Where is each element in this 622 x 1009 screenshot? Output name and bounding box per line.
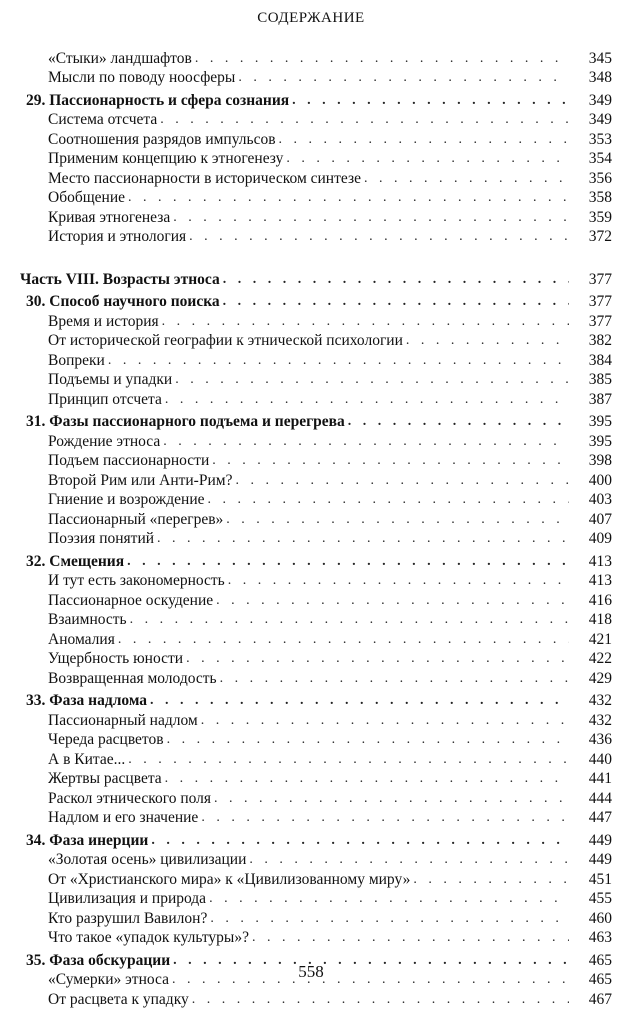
toc-entry[interactable]: Принцип отсчета . . . 387 — [0, 389, 622, 409]
toc-entry[interactable]: Соотношения разрядов импульсов . . . 353 — [0, 129, 622, 149]
toc-entry[interactable]: Время и история . . . 377 — [0, 311, 622, 331]
toc-entry[interactable]: От расцвета к упадку . . . 467 — [0, 989, 622, 1009]
toc-entry[interactable]: «Золотая осень» цивилизации . . . 449 — [0, 850, 622, 870]
toc-entry[interactable]: Аномалия . . . 421 — [0, 629, 622, 649]
toc-entry[interactable]: Пассионарный «перегрев» . . . 407 — [0, 509, 622, 529]
leader-dots — [238, 68, 569, 87]
toc-part-8[interactable]: Часть VIII. Возрасты этноса . . . 377 — [0, 269, 622, 289]
toc-chapter-33[interactable]: 33. Фаза надлома . . . 432 — [0, 691, 622, 711]
toc-entry[interactable]: Поэзия понятий . . . 409 — [0, 529, 622, 549]
leader-dots — [292, 91, 569, 110]
toc-entry[interactable]: Надлом и его значение . . . 447 — [0, 808, 622, 828]
toc-entry[interactable]: Мысли по поводу ноосферы . . . 348 — [0, 68, 622, 88]
toc-entry[interactable]: История и этнология . . . 372 — [0, 227, 622, 247]
toc-entry[interactable]: Пассионарное оскудение . . . 416 — [0, 590, 622, 610]
toc-entry[interactable]: Второй Рим или Анти-Рим? . . . 400 — [0, 470, 622, 490]
toc-entry[interactable]: Возвращенная молодость . . . 429 — [0, 668, 622, 688]
toc-entry[interactable]: Обобщение . . . 358 — [0, 188, 622, 208]
toc-entry[interactable]: От исторической географии к этнической психологии . . . 382 — [0, 331, 622, 351]
toc-entry[interactable]: Вопреки . . . 384 — [0, 350, 622, 370]
toc-entry[interactable]: «Сумерки» этноса . . . 465 — [0, 970, 622, 990]
toc-entry[interactable]: Кто разрушил Вавилон? . . . 460 — [0, 908, 622, 928]
toc-entry[interactable]: Система отсчета . . . 349 — [0, 110, 622, 130]
toc-entry[interactable]: Жертвы расцвета . . . 441 — [0, 769, 622, 789]
toc-entry[interactable]: Взаимность . . . 418 — [0, 610, 622, 630]
toc-entry[interactable]: Раскол этнического поля . . . 444 — [0, 788, 622, 808]
page-header: СОДЕРЖАНИЕ — [257, 10, 365, 26]
toc-entry[interactable]: «Стыки» ландшафтов . . . 345 — [0, 48, 622, 68]
leader-dots — [195, 49, 569, 68]
toc-entry[interactable]: Кривая этногенеза . . . 359 — [0, 207, 622, 227]
toc-entry[interactable]: Гниение и возрождение . . . 403 — [0, 490, 622, 510]
toc-entry[interactable]: Применим концепцию к этногенезу . . . 354 — [0, 149, 622, 169]
toc-chapter-35[interactable]: 35. Фаза обскурации . . . 465 — [0, 950, 622, 970]
toc-chapter-32[interactable]: 32. Смещения . . . 413 — [0, 551, 622, 571]
toc-entry[interactable]: Цивилизация и природа . . . 455 — [0, 889, 622, 909]
toc-chapter-31[interactable]: 31. Фазы пассионарного подъема и перегрева . . . 395 — [0, 412, 622, 432]
table-of-contents — [0, 48, 622, 1009]
toc-entry[interactable]: И тут есть закономерность . . . 413 — [0, 571, 622, 591]
toc-entry[interactable]: Что такое «упадок культуры»? . . . 463 — [0, 928, 622, 948]
toc-entry[interactable]: Место пассионарности в историческом синтезе . . . 356 — [0, 168, 622, 188]
toc-entry[interactable]: Пассионарный надлом . . . 432 — [0, 710, 622, 730]
toc-entry[interactable]: Рождение этноса . . . 395 — [0, 431, 622, 451]
page-number: 558 — [298, 962, 324, 981]
toc-entry[interactable]: Подъемы и упадки . . . 385 — [0, 370, 622, 390]
toc-entry[interactable]: Подъем пассионарности . . . 398 — [0, 451, 622, 471]
toc-chapter-29[interactable]: 29. Пассионарность и сфера сознания . . . 349 — [0, 90, 622, 110]
toc-chapter-30[interactable]: 30. Способ научного поиска . . . 377 — [0, 292, 622, 312]
toc-entry[interactable]: Ущербность юности . . . 422 — [0, 649, 622, 669]
toc-chapter-34[interactable]: 34. Фаза инерции . . . 449 — [0, 830, 622, 850]
toc-entry[interactable]: А в Китае... . . . 440 — [0, 749, 622, 769]
toc-entry[interactable]: Череда расцветов . . . 436 — [0, 730, 622, 750]
toc-entry[interactable]: От «Христианского мира» к «Цивилизованному миру» . . . 451 — [0, 869, 622, 889]
